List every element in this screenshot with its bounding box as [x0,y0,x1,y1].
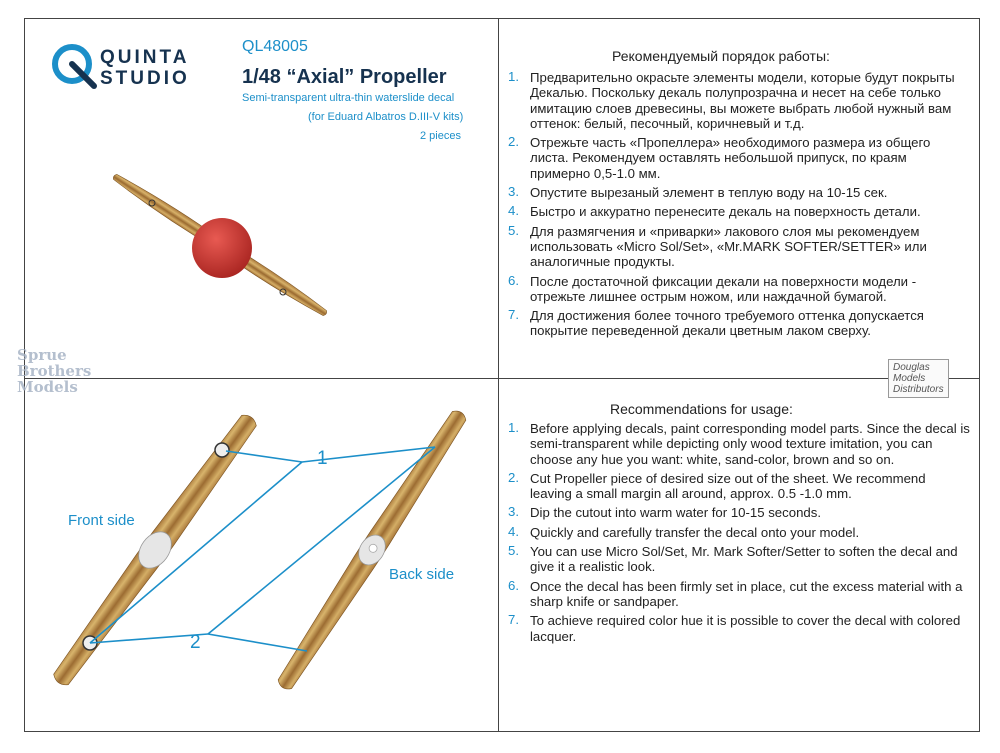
decal-mark-icon [215,443,229,457]
list-item [508,204,968,219]
watermark-line1: Sprue [17,346,67,364]
product-subtitle: Semi-transparent ultra-thin waterslide decal [242,92,455,104]
step-text: Предварительно окрасьте элементы модели, которые будут покрыты Декалью. Поскольку декаль полупрозрачна и несет на себе только имитацию слоев древесины, вы можете выбрать любой нужный вам оттенок: белый, песочный, коричневый и т.д. [530,70,955,131]
step-text: Quickly and carefully transfer the decal onto your model. [530,524,860,540]
brand-line2: STUDIO [100,68,190,89]
list-item [508,525,970,540]
step-number: 5. [508,543,519,559]
list-item [508,185,968,200]
brand-line1: QUINTA [100,47,190,68]
list-item [508,421,970,467]
distributor-line1: Douglas [893,362,930,373]
step-text: To achieve required color hue it is possible to cover the decal with colored lacquer. [530,613,961,644]
step-number: 3. [508,184,519,200]
list-item [508,613,970,644]
step-text: Для достижения более точного требуемого оттенка допускается покрытие переведенной декали цветным лаком сверху. [530,308,924,339]
list-item [508,579,970,610]
list-item [508,274,968,305]
ru-heading: Рекомендуемый порядок работы: [612,48,830,64]
step-number: 7. [508,307,519,323]
step-text: После достаточной фиксации декали на поверхности модели - отрежьте лишнее острым ножом, или наждачной бумагой. [530,273,917,304]
step-number: 4. [508,203,519,219]
kit-note: (for Eduard Albatros D.III-V kits) [308,111,464,123]
step-text: You can use Micro Sol/Set, Mr. Mark Softer/Setter to soften the decal and give it a realistic look. [530,544,958,575]
step-number: 7. [508,612,519,628]
step-number: 6. [508,272,519,288]
ru-steps-list [508,70,968,343]
step-number: 6. [508,577,519,593]
list-item [508,544,970,575]
front-side-label: Front side [68,512,135,529]
step-number: 2. [508,134,519,150]
distributor-line2: Models [893,373,926,384]
step-number: 4. [508,523,519,539]
step-text: Cut Propeller piece of desired size out of the sheet. We recommend leaving a small margin all around, approx. 0.5 -1.0 mm. [530,470,926,502]
list-item [508,135,968,181]
step-text: Before applying decals, paint corresponding model parts. Since the decal is semi-transparent while depicting only wood texture imitation, you can choose any hue you want: white, sand-color, brown and so on. [530,421,970,467]
brand-name [100,47,190,89]
step-number: 3. [508,504,519,520]
product-code: QL48005 [242,38,308,55]
quinta-logo-icon [50,42,98,90]
list-item [508,471,970,502]
back-side-label: Back side [389,566,455,583]
vertical-divider [498,18,499,732]
step-text: Для размягчения и «приварки» лакового слоя мы рекомендуем использовать «Micro Sol/Set», «Mr.MARK SOFTER/SETTER» или аналогичные продукты. [530,223,927,270]
list-item [508,70,968,131]
pieces-note: 2 pieces [420,130,461,142]
list-item [508,505,970,520]
step-number: 5. [508,222,519,238]
list-item [508,308,968,339]
en-steps-list [508,421,970,648]
propeller-preview-image [100,170,340,320]
step-text: Once the decal has been firmly set in place, cut the excess material with a sharp knife or sandpaper. [530,578,963,609]
step-text: Быстро и аккуратно перенесите декаль на поверхность детали. [530,204,921,220]
step-number: 1. [508,69,519,84]
watermark-line3: Models [17,378,78,396]
callout-number-2: 2 [190,632,201,653]
step-text: Отрежьте часть «Пропеллера» необходимого размера из общего листа. Рекомендуем оставлять небольшой припуск, по краям примерно 0,5-1.0 мм. [530,135,931,181]
callout-number-1: 1 [317,448,328,469]
distributor-line3: Distributors [893,384,944,395]
propeller-diagram [30,385,495,730]
step-number: 2. [508,469,519,485]
distributor-logo [888,359,949,398]
step-text: Dip the cutout into warm water for 10-15 seconds. [530,505,822,521]
horizontal-divider [24,378,980,379]
step-text: Опустите вырезаный элемент в теплую воду на 10-15 сек. [530,185,888,201]
product-title: 1/48 “Axial” Propeller [242,66,447,88]
en-heading: Recommendations for usage: [610,401,793,417]
list-item [508,224,968,270]
spinner-icon [192,218,252,278]
watermark-line2: Brothers [17,362,92,380]
step-number: 1. [508,420,519,435]
